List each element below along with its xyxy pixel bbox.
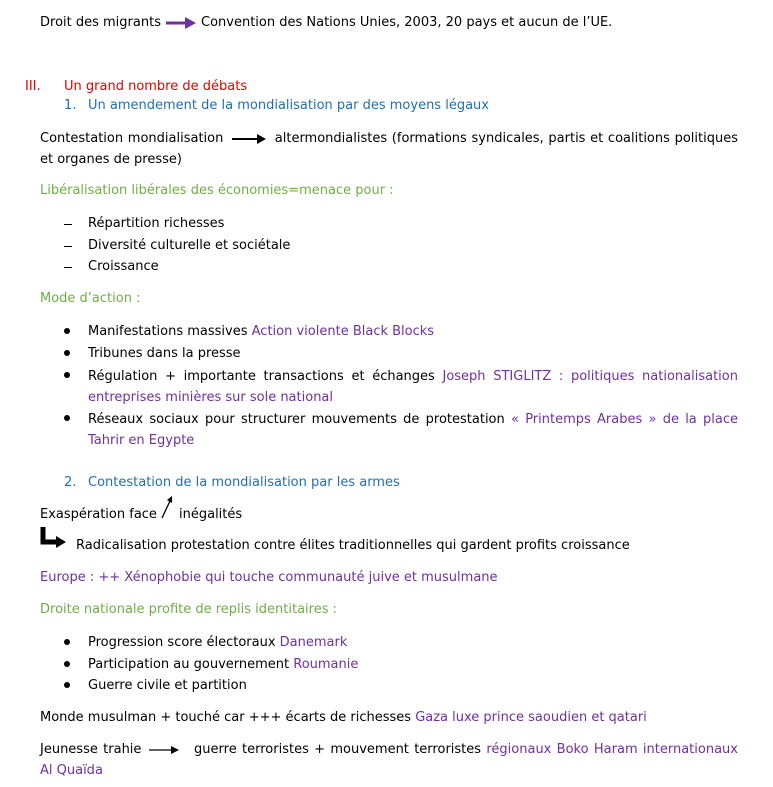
bullet-marker (64, 350, 70, 356)
droite-item: Participation au gouvernement Roumanie (88, 657, 359, 672)
liberal-item: Répartition richesses (88, 216, 225, 231)
mode-item: Régulation + importante transactions et échanges Joseph STIGLITZ : politiques nationalisation entreprises minières sur sole national (88, 369, 738, 405)
liberal-heading: Libéralisation libérales des économies=menace pour : (40, 183, 394, 198)
droite-item: Guerre civile et partition (88, 678, 247, 693)
bullet-marker (64, 415, 70, 421)
jeunesse-paragraph: Jeunesse trahie guerre terroristes + mouvement terroristes régionaux Boko Haram internationaux Al Quaïda (40, 742, 738, 778)
inegalites-label: inégalités (179, 507, 243, 522)
bullet-marker (64, 328, 70, 334)
mode-item: Manifestations massives Action violente Black Blocks (88, 324, 435, 339)
arrow-right-purple-icon (166, 16, 196, 30)
subsection-2-title: Contestation de la mondialisation par les armes (88, 475, 400, 490)
arrow-right-icon (149, 745, 179, 755)
subsection-2-number: 2. (64, 475, 77, 490)
mode-heading: Mode d’action : (40, 291, 141, 306)
exasperation-label: Exaspération face (40, 507, 157, 522)
dash-marker (64, 246, 72, 247)
droite-heading: Droite nationale profite de replis identitaires : (40, 602, 338, 617)
europe-text: Europe : ++ Xénophobie qui touche communauté juive et musulmane (40, 570, 498, 585)
monde-text: Monde musulman + touché car +++ écarts de richesses Gaza luxe prince saoudien et qatari (40, 710, 647, 725)
jeunesse-label: Jeunesse trahie (40, 742, 142, 757)
liberal-item: Croissance (88, 259, 159, 274)
dash-marker (64, 267, 72, 268)
bullet-marker (64, 682, 70, 688)
bullet-marker (64, 639, 70, 645)
mode-item: Tribunes dans la presse (88, 346, 241, 361)
contestation-label: Contestation mondialisation (40, 131, 224, 146)
contestation-paragraph (40, 128, 738, 170)
migrants-label: Droit des migrants (40, 15, 161, 30)
contestation-detail: altermondialistes (formations syndicales, partis et coalitions politiques et organes de presse) (40, 131, 738, 167)
subsection-1-number: 1. (64, 98, 77, 113)
liberal-item: Diversité culturelle et sociétale (88, 238, 291, 253)
arrow-up-right-icon (160, 496, 174, 520)
section-number: III. (25, 79, 41, 94)
mode-item: Réseaux sociaux pour structurer mouvements de protestation « Printemps Arabes » de la place Tahrir en Egypte (88, 412, 738, 448)
bullet-marker (64, 661, 70, 667)
arrow-right-icon (232, 134, 266, 144)
section-title: Un grand nombre de débats (64, 79, 248, 94)
turn-right-arrow-icon (40, 527, 68, 551)
droite-item: Progression score électoraux Danemark (88, 635, 348, 650)
dash-marker (64, 224, 72, 225)
radicalisation-text: Radicalisation protestation contre élites traditionnelles qui gardent profits croissance (76, 538, 630, 553)
migrants-convention: Convention des Nations Unies, 2003, 20 pays et aucun de l’UE. (201, 15, 613, 30)
subsection-1-title: Un amendement de la mondialisation par des moyens légaux (88, 98, 489, 113)
bullet-marker (64, 372, 70, 378)
